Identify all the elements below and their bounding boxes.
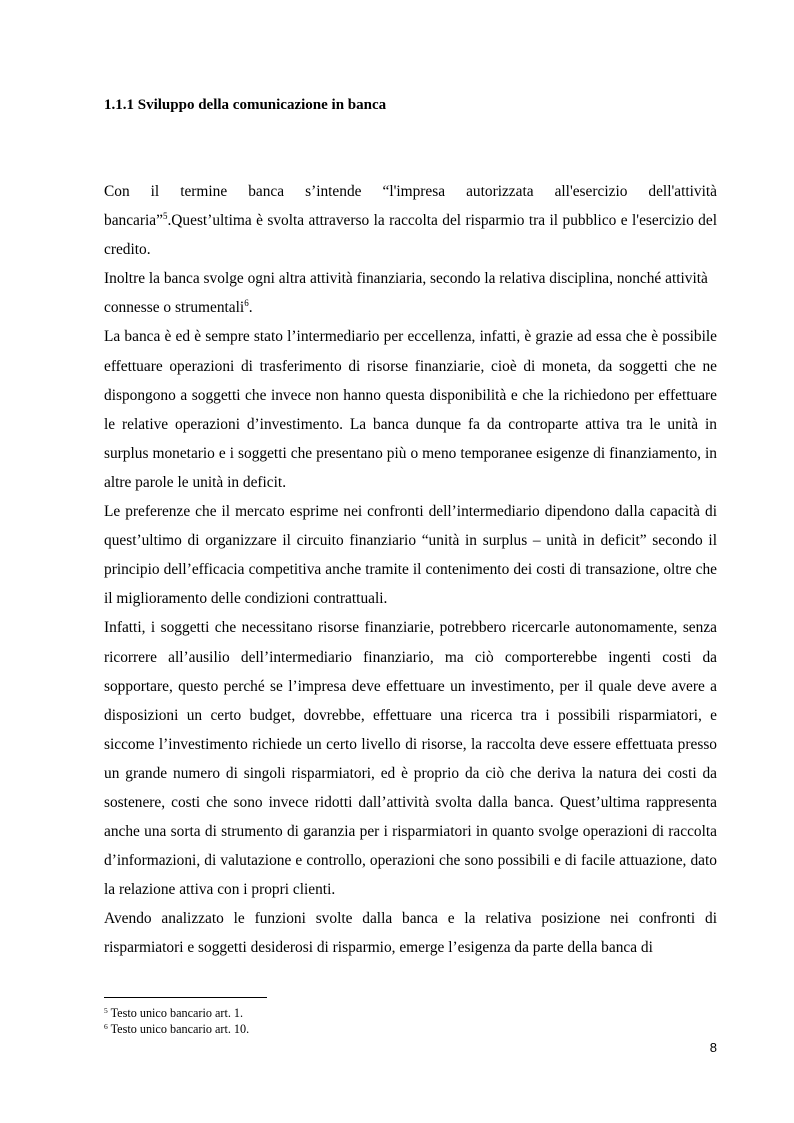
section-heading: 1.1.1 Sviluppo della comunicazione in banca <box>104 97 387 113</box>
footnote-5-text: Testo unico bancario art. 1. <box>107 1006 244 1020</box>
paragraph-2-tail: . <box>248 299 253 317</box>
footnote-divider <box>104 997 267 998</box>
page-number: 8 <box>709 1040 717 1055</box>
paragraph-2-text: Inoltre la banca svolge ogni altra attività finanziaria, secondo la relativa disciplina, nonché attività connesse o strumentali <box>104 270 708 317</box>
footnote-ref-6[interactable]: 6 <box>244 298 249 309</box>
footnote-ref-5[interactable]: 5 <box>162 211 168 222</box>
footnote-6 <box>104 1021 249 1037</box>
footnote-6-text: Testo unico bancario art. 10. <box>107 1022 250 1036</box>
paragraph-2 <box>104 264 717 322</box>
footnote-6-number: 6 <box>104 1022 108 1031</box>
footnote-5-number: 5 <box>104 1006 108 1015</box>
body-text <box>104 177 717 963</box>
footnotes <box>104 1005 249 1037</box>
paragraph-4: Le preferenze che il mercato esprime nei confronti dell’intermediario dipendono dalla capacità di quest’ultimo di organizzare il circuito finanziario “unità in surplus – unità in deficit” secondo il principio dell’efficacia competitiva anche tramite il contenimento dei costi di transazione, oltre che il miglioramento delle condizioni contrattuali. <box>104 503 717 608</box>
paragraph-1 <box>104 177 717 264</box>
paragraph-3: La banca è ed è sempre stato l’intermediario per eccellenza, infatti, è grazie ad essa che è possibile effettuare operazioni di trasferimento di risorse finanziarie, cioè di moneta, da soggetti che ne dispongono a soggetti che invece non hanno questa disponibilità e che la richiedono per effettuare le relative operazioni d’investimento. La banca dunque fa da controparte attiva tra le unità in surplus monetario e i soggetti che presentano più o meno temporanee esigenze di finanziamento, in altre parole le unità in deficit. <box>104 328 717 491</box>
paragraph-1-tail: .Quest’ultima è svolta attraverso la raccolta del risparmio tra il pubblico e l'esercizio del credito. <box>104 212 717 259</box>
paragraph-1-text: Con il termine banca s’intende “l'impresa autorizzata all'esercizio dell'attività bancaria” <box>104 183 717 230</box>
paragraph-6: Avendo analizzato le funzioni svolte dalla banca e la relativa posizione nei confronti di risparmiatori e soggetti desiderosi di risparmio, emerge l’esigenza da parte della banca di <box>104 910 717 957</box>
paragraph-5: Infatti, i soggetti che necessitano risorse finanziarie, potrebbero ricercarle autonomamente, senza ricorrere all’ausilio dell’intermediario finanziario, ma ciò comporterebbe ingenti costi da sopportare, questo perché se l’impresa deve effettuare un investimento, per il quale deve avere a disposizioni un certo budget, dovrebbe, effettuare una ricerca tra i possibili risparmiatori, e siccome l’investimento richiede un certo livello di risorse, la raccolta deve essere effettuata presso un grande numero di singoli risparmiatori, ed è proprio da ciò che deriva la natura dei costi da sostenere, costi che sono invece ridotti dall’attività svolta dalla banca. Quest’ultima rappresenta anche una sorta di strumento di garanzia per i risparmiatori in quanto svolge operazioni di raccolta d’informazioni, di valutazione e controllo, operazioni che sono possibili e di facile attuazione, dato la relazione attiva con i propri clienti. <box>104 619 717 899</box>
footnote-5 <box>104 1005 249 1021</box>
